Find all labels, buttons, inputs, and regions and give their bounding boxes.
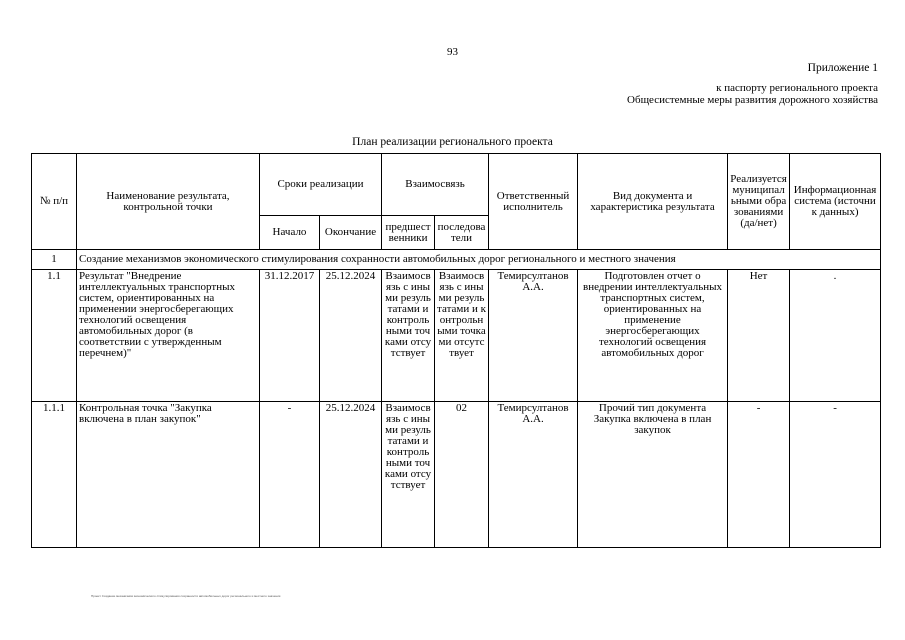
row-info-system: - xyxy=(790,402,881,548)
row-municipal: Нет xyxy=(728,270,790,402)
plan-table xyxy=(31,153,881,548)
header-doc-type: Вид документа и характеристика результата xyxy=(578,154,728,250)
section-title: Создание механизмов экономического стимулирования сохранности автомобильных дорог регионального и местного значения xyxy=(77,250,881,270)
header-responsible: Ответственный исполнитель xyxy=(489,154,578,250)
appendix-line-1: к паспорту регионального проекта xyxy=(716,82,878,94)
plan-title: План реализации регионального проекта xyxy=(352,136,553,148)
row-name: Контрольная точка "Закупка включена в план закупок" xyxy=(77,402,260,548)
row-municipal: - xyxy=(728,402,790,548)
header-predecessors: предшественники xyxy=(382,216,435,250)
row-successors: 02 xyxy=(435,402,489,548)
header-relation: Взаимосвязь xyxy=(382,154,489,216)
row-num: 1.1.1 xyxy=(32,402,77,548)
row-predecessors: Взаимосвязь с иными результатами и контрольными точками отсутствует xyxy=(382,402,435,548)
row-doc-type: Подготовлен отчет о внедрении интеллектуальных транспортных систем, ориентированных на применение энергосберегающих технологий освещения автомобильных дорог xyxy=(578,270,728,402)
row-start: - xyxy=(260,402,320,548)
row-name: Результат "Внедрение интеллектуальных транспортных систем, ориентированных на применении энергосберегающих технологий освещения автомобильных дорог (в соответствии с утвержденным перечнем)" xyxy=(77,270,260,402)
header-successors: последователи xyxy=(435,216,489,250)
table-row xyxy=(32,402,881,548)
row-end: 25.12.2024 xyxy=(320,402,382,548)
header-start: Начало xyxy=(260,216,320,250)
header-num: № п/п xyxy=(32,154,77,250)
row-end: 25.12.2024 xyxy=(320,270,382,402)
row-info-system: . xyxy=(790,270,881,402)
appendix-line-2: Общесистемные меры развития дорожного хозяйства xyxy=(627,94,878,106)
header-name: Наименование результата, контрольной точки xyxy=(77,154,260,250)
row-num: 1.1 xyxy=(32,270,77,402)
appendix-subtitle xyxy=(588,82,878,106)
section-num: 1 xyxy=(32,250,77,270)
header-municipal: Реализуется муниципальными образованиями (да/нет) xyxy=(728,154,790,250)
header-end: Окончание xyxy=(320,216,382,250)
page-number: 93 xyxy=(447,46,458,58)
row-doc-type: Прочий тип документа Закупка включена в план закупок xyxy=(578,402,728,548)
row-start: 31.12.2017 xyxy=(260,270,320,402)
table-row xyxy=(32,270,881,402)
header-terms: Сроки реализации xyxy=(260,154,382,216)
row-predecessors: Взаимосвязь с иными результатами и контрольными точками отсутствует xyxy=(382,270,435,402)
row-responsible: Темирсултанов А.А. xyxy=(489,270,578,402)
footer-note: Проект Создание механизмов экономического стимулирования сохранности автомобильных дорог регионального и местного значения xyxy=(91,594,281,598)
section-row xyxy=(32,250,881,270)
row-responsible: Темирсултанов А.А. xyxy=(489,402,578,548)
header-info-system: Информационная система (источник данных) xyxy=(790,154,881,250)
appendix-title: Приложение 1 xyxy=(807,62,878,74)
row-successors: Взаимосвязь с иными результатами и контрольными точками отсутствует xyxy=(435,270,489,402)
